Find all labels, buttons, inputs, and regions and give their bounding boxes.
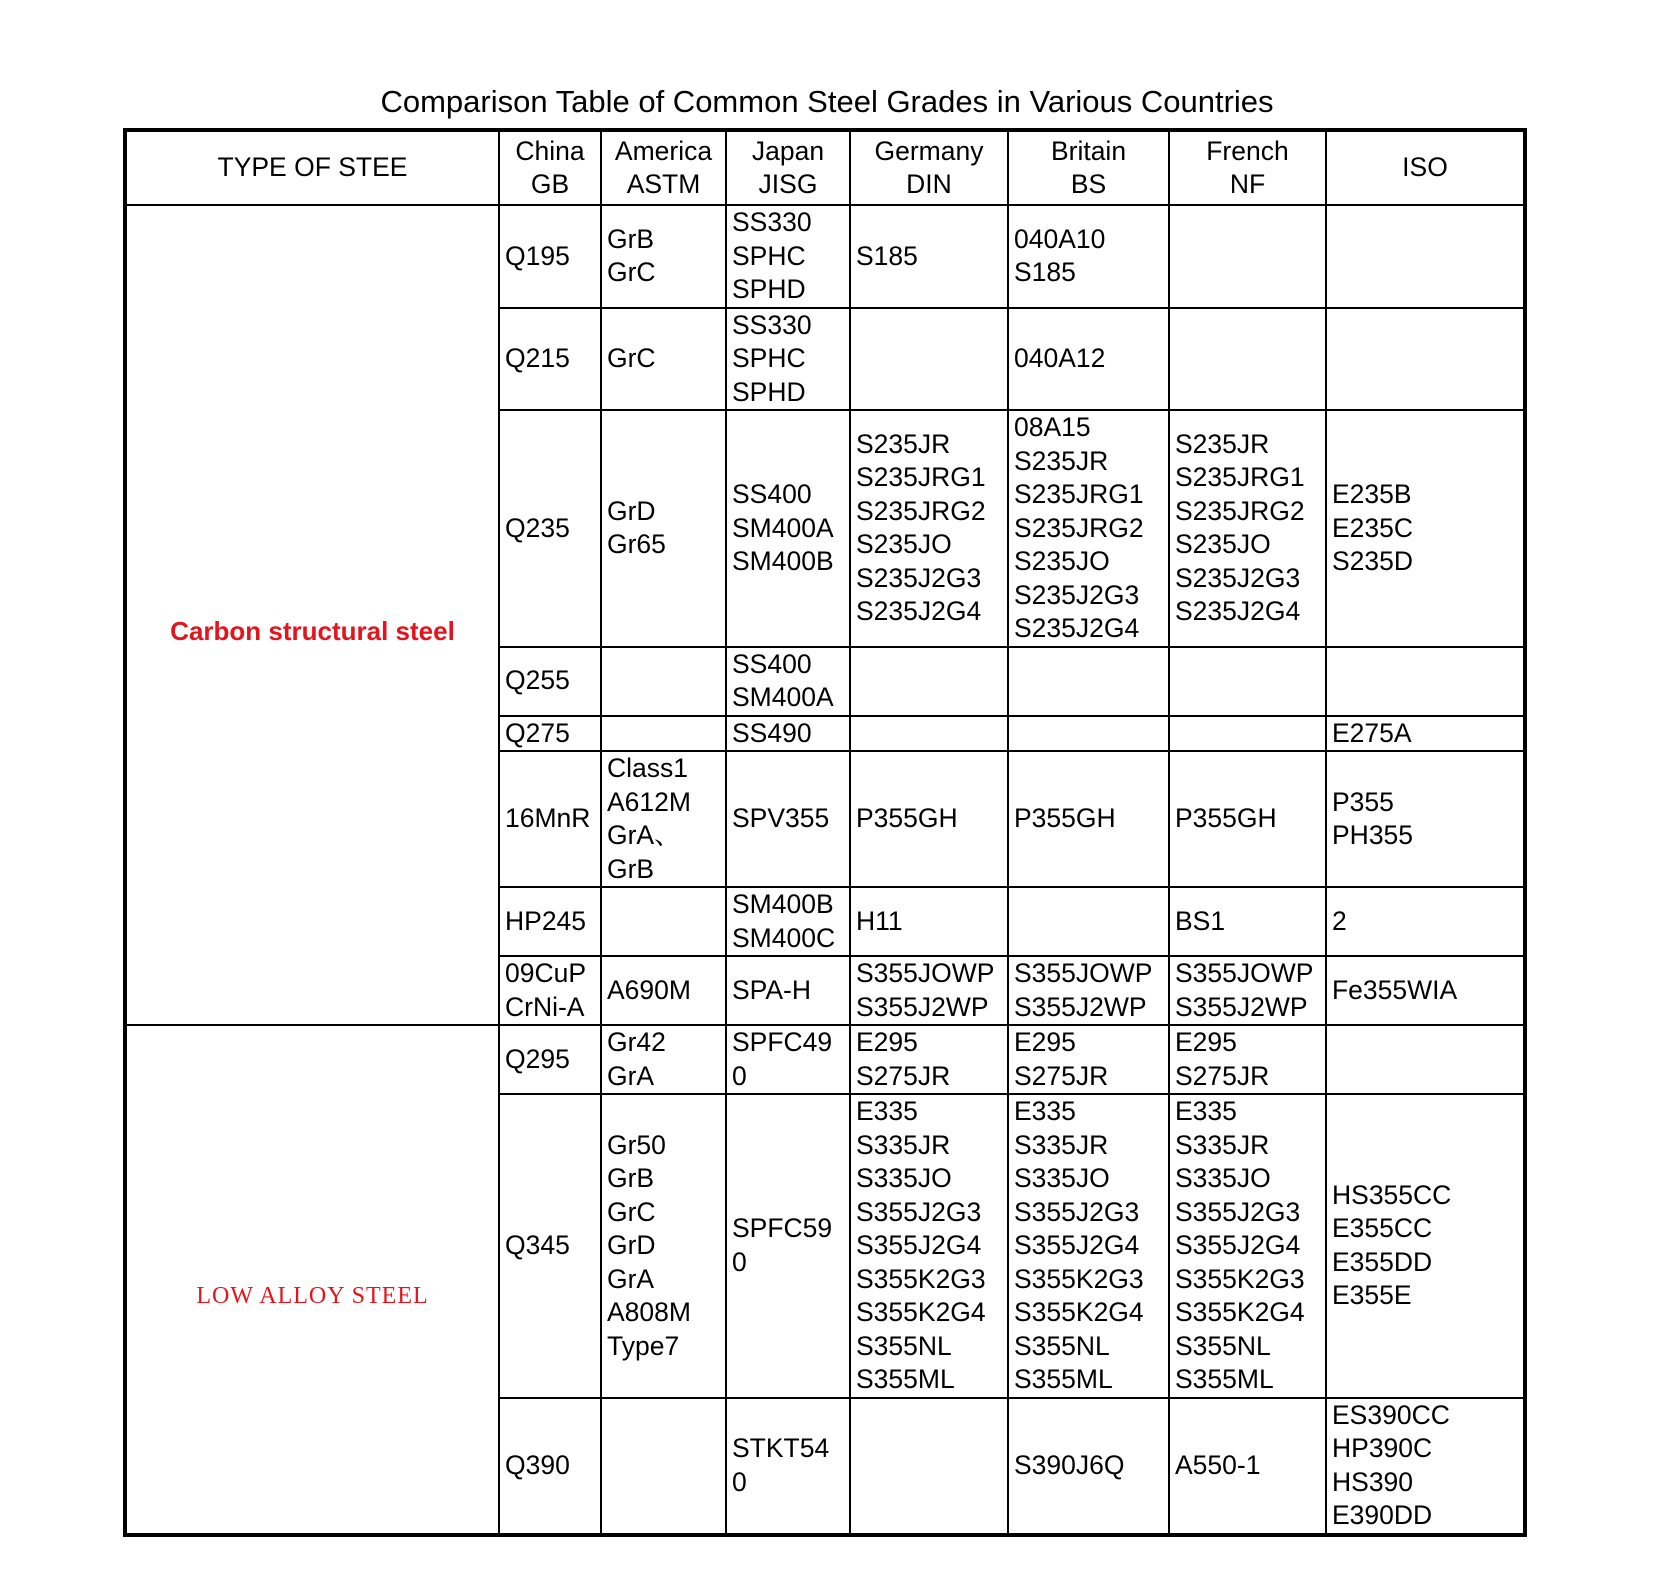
document-title: Comparison Table of Common Steel Grades in Various Countries: [380, 84, 1274, 119]
cell-bs: S355JOWP S355J2WP: [1008, 956, 1169, 1025]
cell-din: [850, 716, 1008, 752]
cell-nf: [1169, 205, 1326, 308]
cell-jis: SS330 SPHC SPHD: [726, 205, 850, 308]
cell-iso: ES390CC HP390C HS390 E390DD: [1326, 1398, 1525, 1535]
steel-grade-table: [123, 128, 1527, 1537]
cell-din: S185: [850, 205, 1008, 308]
cell-din: E335 S335JR S335JO S355J2G3 S355J2G4 S355K2G3 S355K2G4 S355NL S355ML: [850, 1094, 1008, 1398]
cell-bs: 040A12: [1008, 308, 1169, 411]
cell-iso: [1326, 647, 1525, 716]
cell-jis: SM400B SM400C: [726, 887, 850, 956]
cell-iso: E235B E235C S235D: [1326, 410, 1525, 647]
cell-gb: Q235: [499, 410, 601, 647]
cell-astm: A690M: [601, 956, 726, 1025]
cell-gb: Q195: [499, 205, 601, 308]
cell-gb: Q295: [499, 1025, 601, 1094]
cell-din: S235JR S235JRG1 S235JRG2 S235JO S235J2G3 S235J2G4: [850, 410, 1008, 647]
header-type: TYPE OF STEE: [125, 130, 499, 205]
cell-bs: P355GH: [1008, 751, 1169, 887]
cell-nf: E295 S275JR: [1169, 1025, 1326, 1094]
header-china: China GB: [499, 130, 601, 205]
cell-nf: BS1: [1169, 887, 1326, 956]
cell-astm: [601, 887, 726, 956]
cell-jis: SS400 SM400A: [726, 647, 850, 716]
cell-nf: [1169, 308, 1326, 411]
header-america: America ASTM: [601, 130, 726, 205]
cell-gb: Q215: [499, 308, 601, 411]
cell-nf: A550-1: [1169, 1398, 1326, 1535]
group-cell-carbon: [125, 205, 499, 1025]
table-row: [125, 205, 1525, 308]
group-cell-low-alloy: [125, 1025, 499, 1535]
cell-nf: [1169, 716, 1326, 752]
cell-jis: STKT54 0: [726, 1398, 850, 1535]
cell-din: [850, 308, 1008, 411]
cell-jis: SS490: [726, 716, 850, 752]
cell-astm: Gr42 GrA: [601, 1025, 726, 1094]
cell-jis: SPFC59 0: [726, 1094, 850, 1398]
cell-jis: SS330 SPHC SPHD: [726, 308, 850, 411]
cell-astm: GrC: [601, 308, 726, 411]
cell-din: P355GH: [850, 751, 1008, 887]
cell-nf: P355GH: [1169, 751, 1326, 887]
cell-bs: [1008, 647, 1169, 716]
cell-jis: SPV355: [726, 751, 850, 887]
cell-astm: Class1 A612M GrA、 GrB: [601, 751, 726, 887]
cell-jis: SPFC49 0: [726, 1025, 850, 1094]
table-row: [125, 1025, 1525, 1094]
header-row: [125, 130, 1525, 205]
cell-astm: GrB GrC: [601, 205, 726, 308]
cell-iso: [1326, 308, 1525, 411]
cell-jis: SS400 SM400A SM400B: [726, 410, 850, 647]
cell-gb: 16MnR: [499, 751, 601, 887]
cell-nf: [1169, 647, 1326, 716]
cell-bs: E295 S275JR: [1008, 1025, 1169, 1094]
header-britain: Britain BS: [1008, 130, 1169, 205]
cell-astm: GrD Gr65: [601, 410, 726, 647]
cell-iso: P355 PH355: [1326, 751, 1525, 887]
cell-nf: E335 S335JR S335JO S355J2G3 S355J2G4 S355K2G3 S355K2G4 S355NL S355ML: [1169, 1094, 1326, 1398]
cell-gb: Q275: [499, 716, 601, 752]
cell-din: [850, 647, 1008, 716]
cell-iso: HS355CC E355CC E355DD E355E: [1326, 1094, 1525, 1398]
cell-nf: S235JR S235JRG1 S235JRG2 S235JO S235J2G3 S235J2G4: [1169, 410, 1326, 647]
cell-bs: 08A15 S235JR S235JRG1 S235JRG2 S235JO S235J2G3 S235J2G4: [1008, 410, 1169, 647]
cell-jis: SPA-H: [726, 956, 850, 1025]
cell-gb: HP245: [499, 887, 601, 956]
cell-bs: [1008, 887, 1169, 956]
group-label-low-alloy: LOW ALLOY STEEL: [196, 1283, 429, 1310]
cell-gb: Q390: [499, 1398, 601, 1535]
cell-iso: Fe355WIA: [1326, 956, 1525, 1025]
cell-gb: 09CuP CrNi-A: [499, 956, 601, 1025]
cell-iso: 2: [1326, 887, 1525, 956]
header-japan: Japan JISG: [726, 130, 850, 205]
header-germany: Germany DIN: [850, 130, 1008, 205]
cell-din: E295 S275JR: [850, 1025, 1008, 1094]
header-iso: ISO: [1326, 130, 1525, 205]
group-label-carbon: Carbon structural steel: [170, 616, 455, 646]
cell-gb: Q345: [499, 1094, 601, 1398]
cell-astm: [601, 1398, 726, 1535]
cell-astm: Gr50 GrB GrC GrD GrA A808M Type7: [601, 1094, 726, 1398]
cell-astm: [601, 647, 726, 716]
cell-bs: E335 S335JR S335JO S355J2G3 S355J2G4 S355K2G3 S355K2G4 S355NL S355ML: [1008, 1094, 1169, 1398]
cell-iso: E275A: [1326, 716, 1525, 752]
cell-bs: [1008, 716, 1169, 752]
cell-bs: 040A10 S185: [1008, 205, 1169, 308]
cell-din: S355JOWP S355J2WP: [850, 956, 1008, 1025]
cell-bs: S390J6Q: [1008, 1398, 1169, 1535]
cell-astm: [601, 716, 726, 752]
cell-gb: Q255: [499, 647, 601, 716]
cell-iso: [1326, 1025, 1525, 1094]
cell-nf: S355JOWP S355J2WP: [1169, 956, 1326, 1025]
header-french: French NF: [1169, 130, 1326, 205]
cell-iso: [1326, 205, 1525, 308]
cell-din: H11: [850, 887, 1008, 956]
cell-din: [850, 1398, 1008, 1535]
